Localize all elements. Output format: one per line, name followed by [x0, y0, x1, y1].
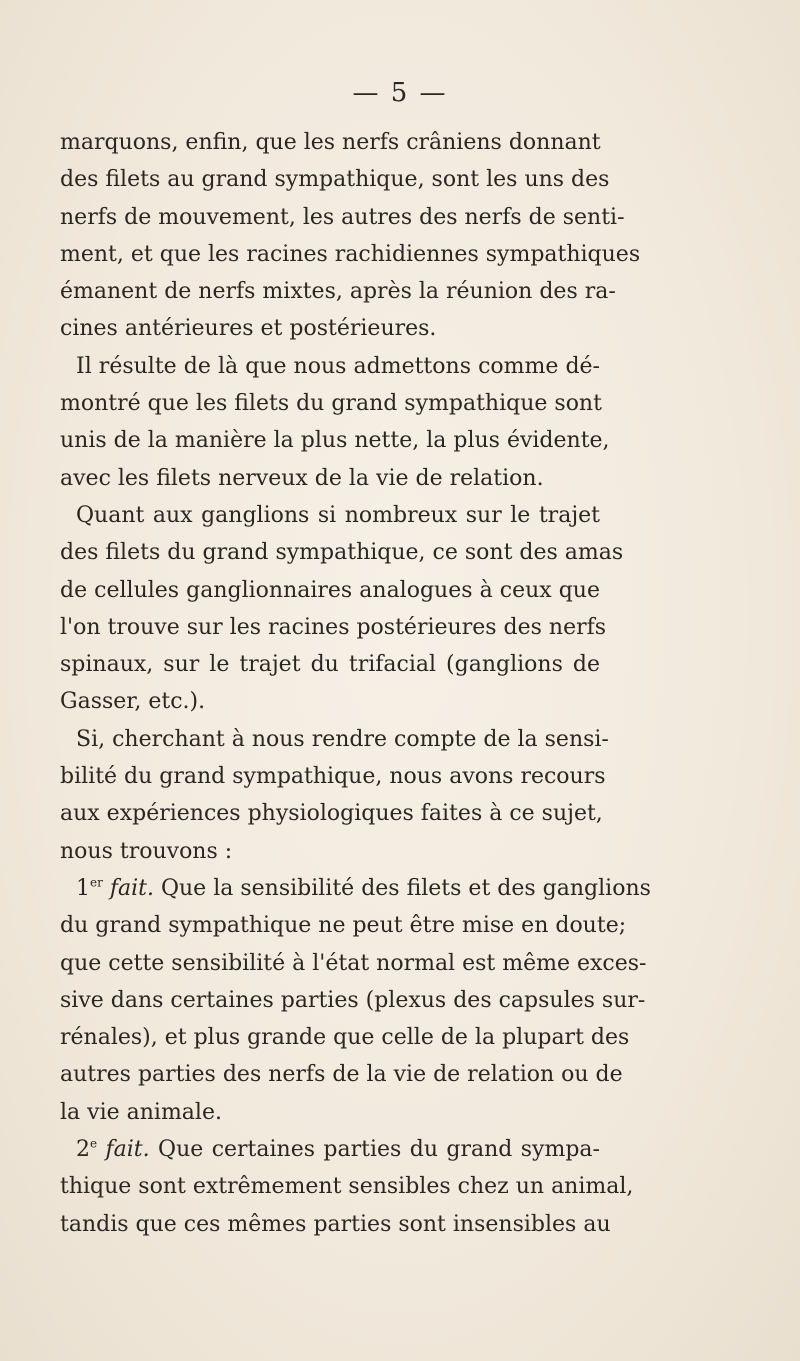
- line-text: Que certaines parties du grand sympa-: [149, 1137, 600, 1163]
- text-line: nerfs de mouvement, les autres des nerfs de senti-: [60, 204, 625, 230]
- ordinal-number: 2: [76, 1137, 90, 1163]
- fait-label: fait.: [105, 1137, 150, 1163]
- page-number: — 5 —: [352, 78, 448, 108]
- text-line: Quant aux ganglions si nombreux sur le trajet: [76, 502, 600, 528]
- text-line: émanent de nerfs mixtes, après la réunion des ra-: [60, 279, 616, 305]
- text-line: des filets du grand sympathique, ce sont des amas: [60, 540, 624, 566]
- body-text: [60, 124, 651, 1243]
- text-line: Il résulte de là que nous admettons comme dé-: [76, 353, 600, 379]
- text-line: l'on trouve sur les racines postérieures des nerfs: [60, 614, 607, 640]
- ordinal-suffix: er: [90, 875, 103, 890]
- text-line: [60, 870, 651, 907]
- text-line: ment, et que les racines rachidiennes sympathiques: [60, 241, 641, 267]
- text-line: Gasser, etc.).: [60, 689, 206, 715]
- text-line: [60, 1131, 600, 1168]
- text-line: Si, cherchant à nous rendre compte de la sensi-: [76, 726, 609, 752]
- text-line: montré que les filets du grand sympathique sont: [60, 391, 602, 417]
- text-line: que cette sensibilité à l'état normal est même exces-: [60, 950, 647, 976]
- text-line: aux expériences physiologiques faites à ce sujet,: [60, 801, 603, 827]
- text-line: autres parties des nerfs de la vie de relation ou de: [60, 1062, 623, 1088]
- text-line: spinaux, sur le trajet du trifacial (ganglions de: [60, 652, 600, 678]
- text-line: nous trouvons :: [60, 838, 233, 864]
- text-line: avec les filets nerveux de la vie de relation.: [60, 465, 544, 491]
- text-line: marquons, enfin, que les nerfs crâniens donnant: [60, 130, 601, 155]
- text-line: unis de la manière la plus nette, la plus évidente,: [60, 428, 610, 454]
- text-line: des filets au grand sympathique, sont les uns des: [60, 167, 610, 193]
- text-line: tandis que ces mêmes parties sont insensibles au: [60, 1211, 611, 1237]
- text-line: rénales), et plus grande que celle de la plupart des: [60, 1025, 630, 1051]
- text-line: bilité du grand sympathique, nous avons recours: [60, 764, 606, 790]
- text-line: du grand sympathique ne peut être mise en doute;: [60, 913, 627, 939]
- text-line: sive dans certaines parties (plexus des capsules sur-: [60, 987, 646, 1013]
- text-line: cines antérieures et postérieures.: [60, 316, 437, 342]
- text-line: de cellules ganglionnaires analogues à ceux que: [60, 577, 600, 603]
- text-line: la vie animale.: [60, 1099, 222, 1125]
- ordinal-suffix: e: [90, 1136, 98, 1151]
- ordinal-number: 1: [76, 875, 90, 901]
- fait-label: fait.: [109, 875, 154, 901]
- text-line: thique sont extrêmement sensibles chez un animal,: [60, 1174, 634, 1200]
- line-text: Que la sensibilité des filets et des ganglions: [153, 875, 651, 901]
